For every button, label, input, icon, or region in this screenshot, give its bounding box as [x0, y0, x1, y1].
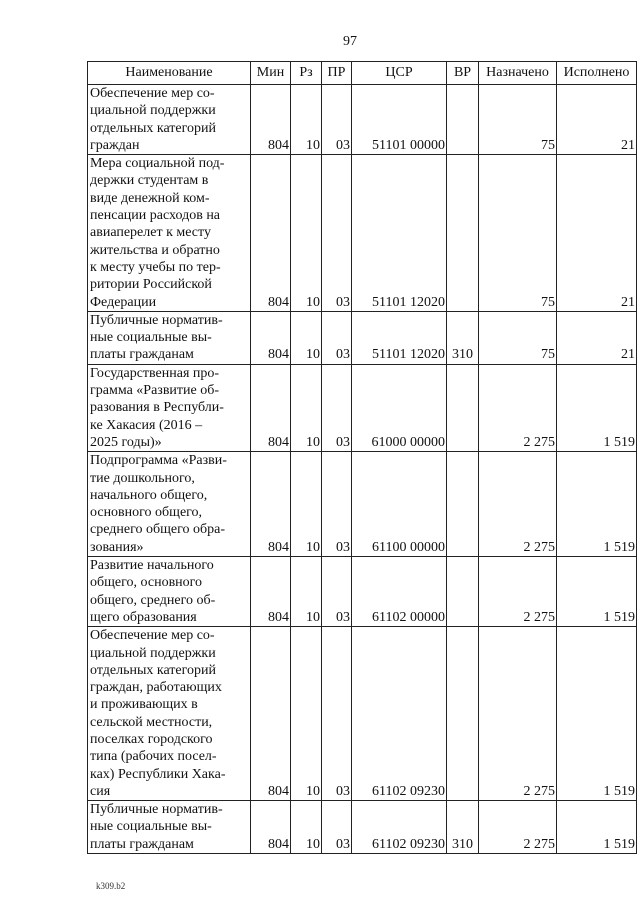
cell-vr: [447, 155, 479, 312]
cell-csr: 51101 12020: [352, 311, 447, 364]
cell-min: 804: [251, 364, 291, 451]
table-header-row: [88, 62, 637, 85]
cell-assigned: 2 275: [479, 557, 557, 627]
cell-name: Мера социальной под- держки студентам в виде денежной ком- пенсации расходов на авиаперелет к месту жительства и обратно к месту учебы по тер- ритории Российской Федерации: [88, 155, 251, 312]
table-row: [88, 155, 637, 312]
cell-executed: 1 519: [557, 557, 637, 627]
header-rz: Рз: [291, 62, 322, 85]
cell-rz: 10: [291, 801, 322, 854]
footer-code: k309.b2: [96, 881, 126, 891]
cell-executed: 21: [557, 311, 637, 364]
cell-executed: 1 519: [557, 801, 637, 854]
cell-name: Развитие начального общего, основного общего, среднего об- щего образования: [88, 557, 251, 627]
cell-name: Подпрограмма «Разви- тие дошкольного, начального общего, основного общего, среднего общего обра- зования»: [88, 452, 251, 557]
cell-min: 804: [251, 311, 291, 364]
cell-min: 804: [251, 155, 291, 312]
cell-rz: 10: [291, 452, 322, 557]
cell-csr: 51101 12020: [352, 155, 447, 312]
header-executed: Исполнено: [557, 62, 637, 85]
cell-vr: [447, 85, 479, 155]
cell-min: 804: [251, 452, 291, 557]
cell-vr: 310: [447, 801, 479, 854]
cell-rz: 10: [291, 364, 322, 451]
cell-csr: 61102 09230: [352, 801, 447, 854]
cell-executed: 21: [557, 155, 637, 312]
cell-pr: 03: [322, 452, 352, 557]
cell-pr: 03: [322, 627, 352, 801]
cell-name: Публичные норматив- ные социальные вы- платы гражданам: [88, 801, 251, 854]
header-vr: ВР: [447, 62, 479, 85]
header-csr: ЦСР: [352, 62, 447, 85]
cell-rz: 10: [291, 155, 322, 312]
cell-csr: 51101 00000: [352, 85, 447, 155]
cell-assigned: 2 275: [479, 452, 557, 557]
cell-vr: [447, 452, 479, 557]
cell-name: Публичные норматив- ные социальные вы- платы гражданам: [88, 311, 251, 364]
cell-vr: [447, 627, 479, 801]
table-row: [88, 801, 637, 854]
cell-executed: 21: [557, 85, 637, 155]
cell-assigned: 75: [479, 311, 557, 364]
cell-min: 804: [251, 557, 291, 627]
budget-table: [87, 61, 637, 854]
table-row: [88, 452, 637, 557]
cell-rz: 10: [291, 85, 322, 155]
cell-vr: [447, 557, 479, 627]
table-row: [88, 85, 637, 155]
cell-vr: 310: [447, 311, 479, 364]
cell-assigned: 75: [479, 85, 557, 155]
header-assigned: Назначено: [479, 62, 557, 85]
cell-csr: 61102 00000: [352, 557, 447, 627]
cell-min: 804: [251, 801, 291, 854]
cell-min: 804: [251, 627, 291, 801]
table-row: [88, 364, 637, 451]
cell-rz: 10: [291, 311, 322, 364]
cell-executed: 1 519: [557, 452, 637, 557]
cell-min: 804: [251, 85, 291, 155]
cell-pr: 03: [322, 155, 352, 312]
cell-assigned: 2 275: [479, 364, 557, 451]
cell-assigned: 2 275: [479, 801, 557, 854]
table-row: [88, 557, 637, 627]
cell-csr: 61102 09230: [352, 627, 447, 801]
cell-pr: 03: [322, 801, 352, 854]
cell-executed: 1 519: [557, 627, 637, 801]
cell-assigned: 2 275: [479, 627, 557, 801]
cell-rz: 10: [291, 557, 322, 627]
cell-csr: 61100 00000: [352, 452, 447, 557]
cell-pr: 03: [322, 557, 352, 627]
cell-rz: 10: [291, 627, 322, 801]
cell-executed: 1 519: [557, 364, 637, 451]
cell-name: Обеспечение мер со- циальной поддержки отдельных категорий граждан: [88, 85, 251, 155]
cell-pr: 03: [322, 364, 352, 451]
header-min: Мин: [251, 62, 291, 85]
cell-pr: 03: [322, 85, 352, 155]
table-row: [88, 627, 637, 801]
page-number: 97: [343, 34, 357, 49]
cell-name: Государственная про- грамма «Развитие об- разования в Республи- ке Хакасия (2016 – 2025 годы)»: [88, 364, 251, 451]
cell-csr: 61000 00000: [352, 364, 447, 451]
cell-assigned: 75: [479, 155, 557, 312]
cell-vr: [447, 364, 479, 451]
header-name: Наименование: [88, 62, 251, 85]
cell-pr: 03: [322, 311, 352, 364]
table-row: [88, 311, 637, 364]
header-pr: ПР: [322, 62, 352, 85]
cell-name: Обеспечение мер со- циальной поддержки отдельных категорий граждан, работающих и проживающих в сельской местности, поселках городского типа (рабочих посел- ках) Республики Хака- сия: [88, 627, 251, 801]
